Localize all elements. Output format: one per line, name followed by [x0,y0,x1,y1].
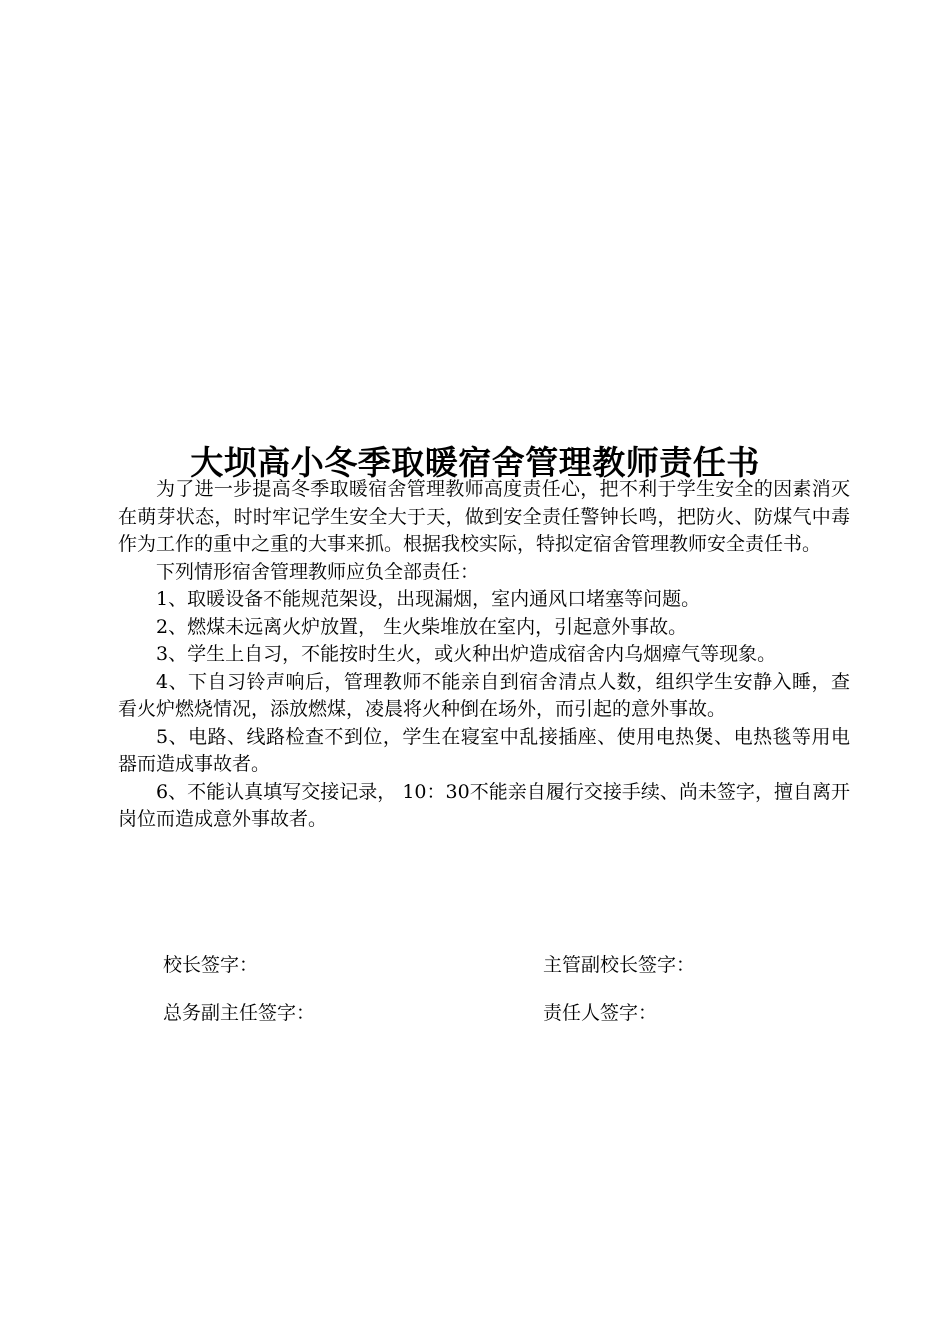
paragraph-responsibility-heading: 下列情形宿舍管理教师应负全部责任： [156,560,480,583]
list-item: 2、燃煤未远离火炉放置， 生火柴堆放在室内，引起意外事故。 [156,615,688,638]
list-item: 5、电路、线路检查不到位，学生在寝室中乱接插座、使用电热煲、电热毯等用电器而造成事故者。 [118,725,850,775]
list-item: 1、取暖设备不能规范架设，出现漏烟，室内通风口堵塞等问题。 [156,588,701,610]
list-item: 6、不能认真填写交接记录， 10：30不能亲自履行交接手续、尚未签字，擅自离开岗位而造成意外事故者。 [118,780,850,830]
list-item: 4、下自习铃声响后，管理教师不能亲自到宿舍清点人数，组织学生安静入睡，查看火炉燃烧情况，添放燃煤，凌晨将火种倒在场外，而引起的意外事故。 [118,670,850,720]
vice-principal-signature-label: 主管副校长签字： [543,954,696,976]
list-item: 3、学生上自习，不能按时生火，或火种出炉造成宿舍内乌烟瘴气等现象。 [156,643,777,665]
paragraph-intro: 为了进一步提高冬季取暖宿舍管理教师高度责任心，把不利于学生安全的因素消灭在萌芽状态，时时牢记学生安全大于天，做到安全责任警钟长鸣，把防火、防煤气中毒作为工作的重中之重的大事来抓。根据我校实际，特拟定宿舍管理教师安全责任书。 [118,478,850,555]
document-title: 大坝高小冬季取暖宿舍管理教师责任书 [190,443,760,483]
responsible-person-signature-label: 责任人签字： [543,1002,658,1024]
document-body [118,476,850,834]
signature-row [0,998,950,1028]
signature-row [0,950,950,980]
principal-signature-label: 校长签字： [163,954,259,976]
general-affairs-signature-label: 总务副主任签字： [163,1002,316,1024]
